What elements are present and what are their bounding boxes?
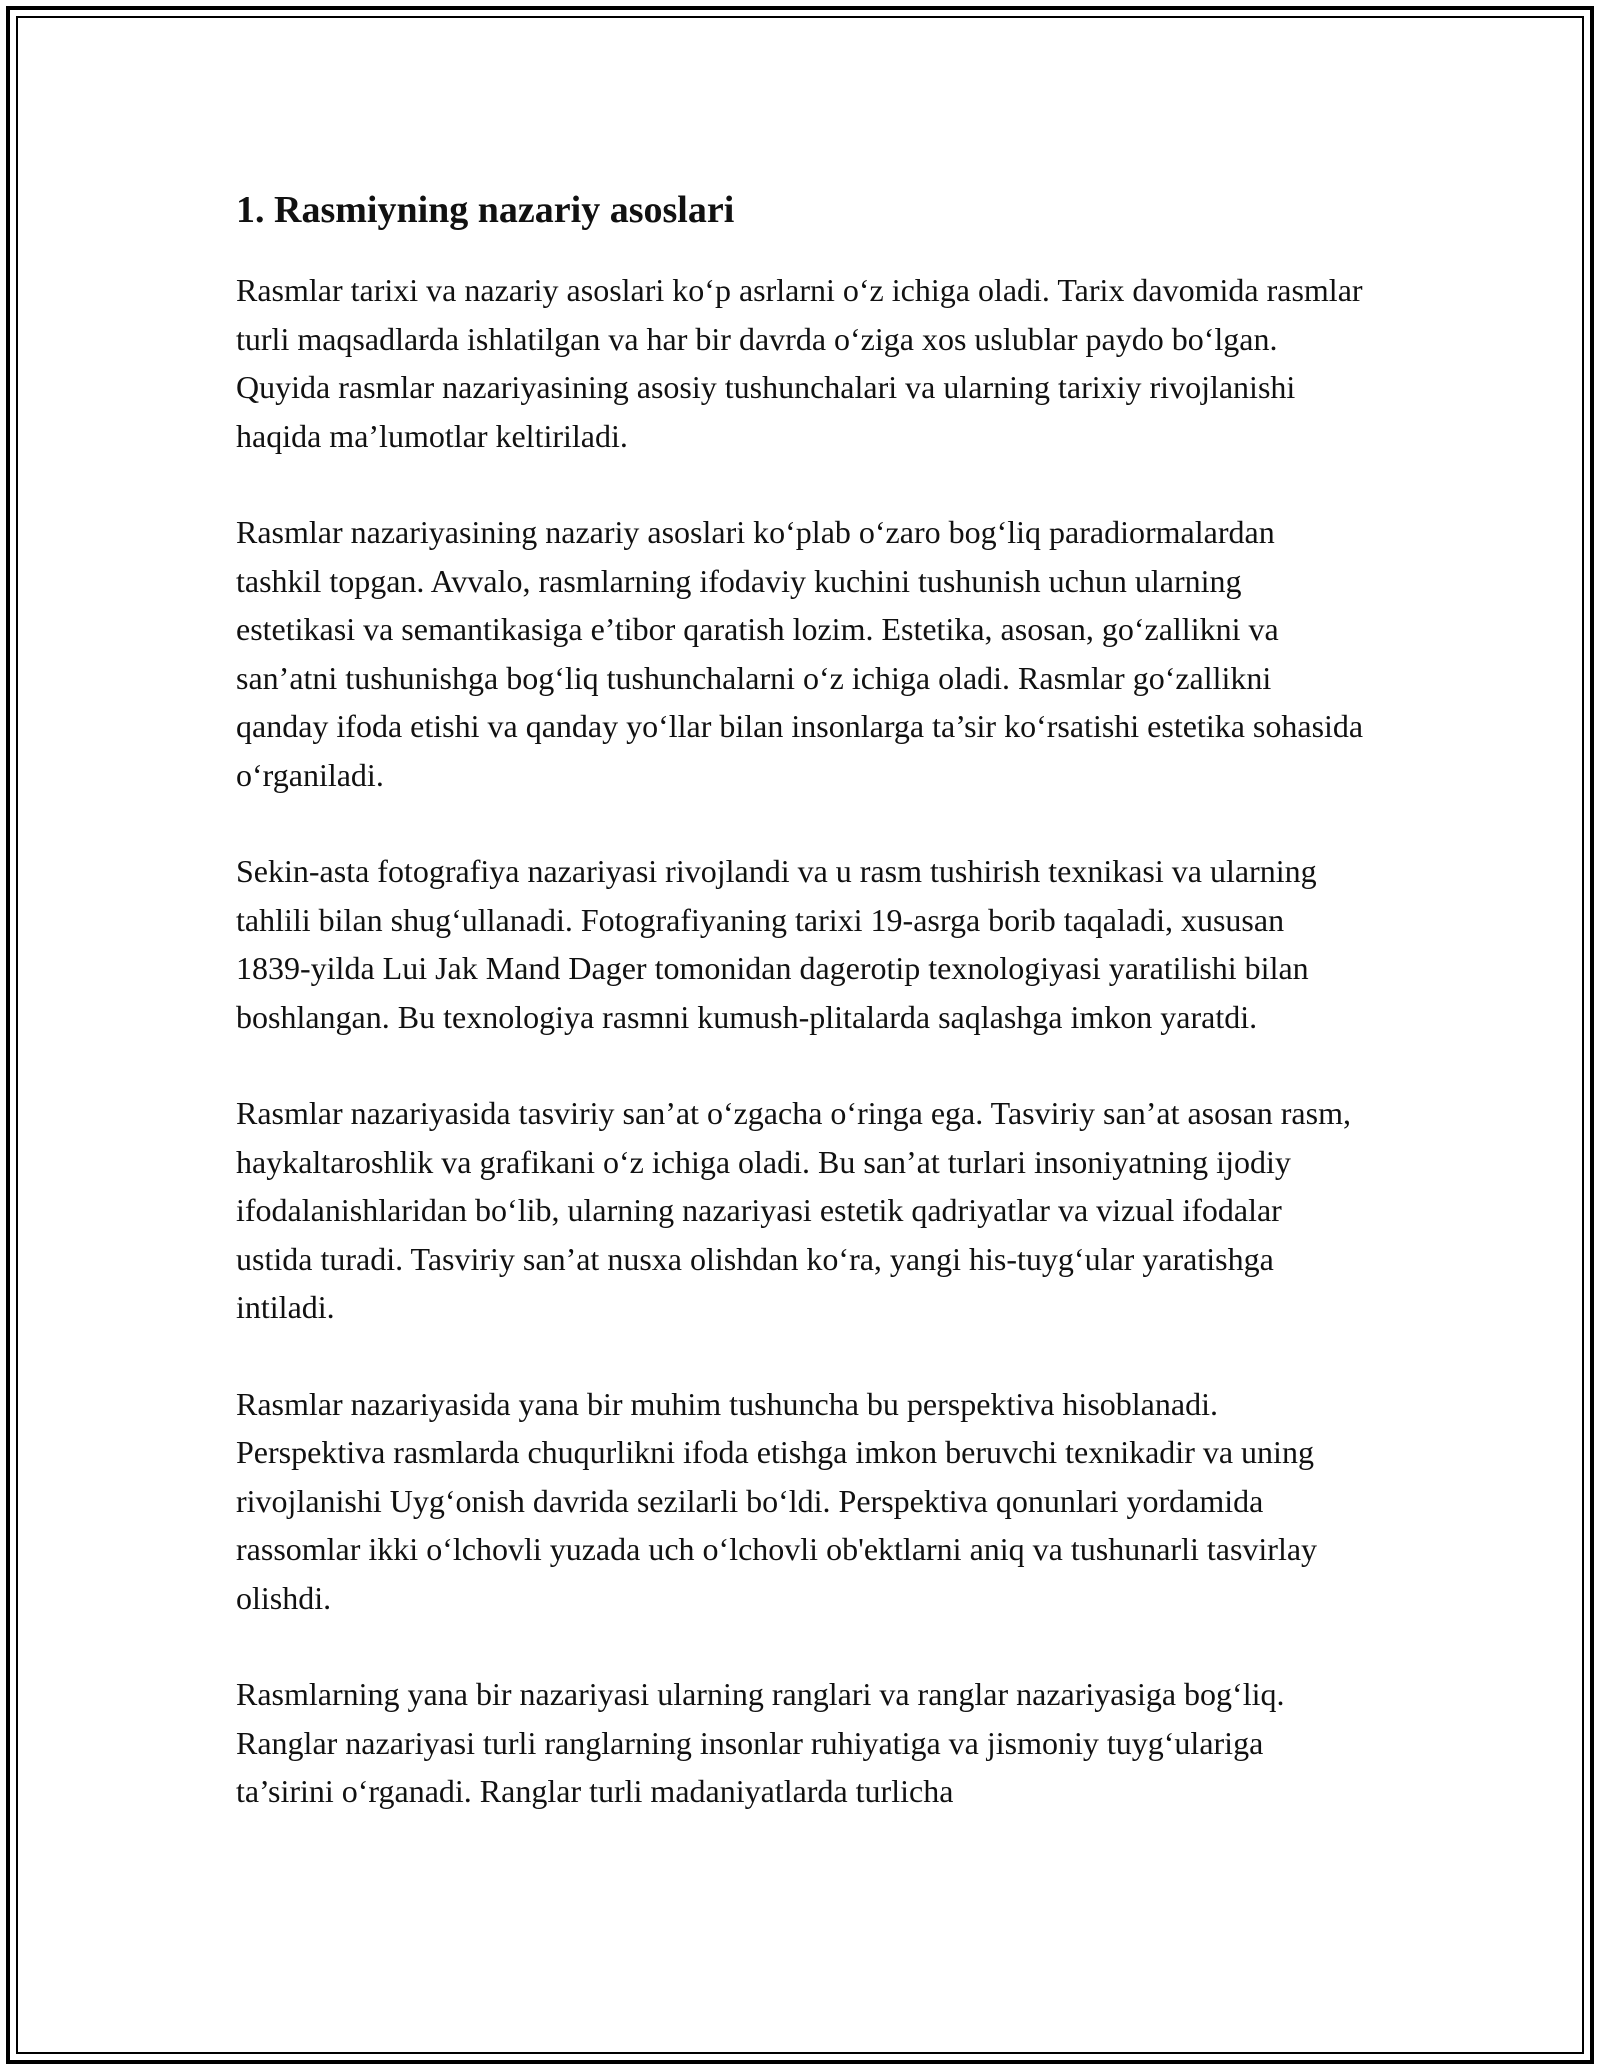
document-body [236,186,1366,1864]
paragraph: Sekin-asta fotografiya nazariyasi rivojlandi va u rasm tushirish texnikasi va ularning tahlili bilan shug‘ullanadi. Fotografiyaning tarixi 19-asrga borib taqaladi, xususan 1839-yilda Lui Jak Mand Dager tomonidan dagerotip texnologiyasi yaratilishi bilan boshlangan. Bu texnologiya rasmni kumush-plitalarda saqlashga imkon yaratdi. [236,853,1317,1035]
paragraph: Rasmlar nazariyasida tasviriy san’at o‘zgacha o‘ringa ega. Tasviriy san’at asosan rasm, haykaltaroshlik va grafikani o‘z ichiga oladi. Bu san’at turlari insoniyatning ijodiy ifodalanishlaridan bo‘lib, ularning nazariyasi estetik qadriyatlar va vizual ifodalar ustida turadi. Tasviriy san’at nusxa olishdan ko‘ra, yangi his-tuyg‘ular yaratishga intiladi. [236,1095,1351,1325]
paragraph: Rasmlar nazariyasida yana bir muhim tushuncha bu perspektiva hisoblanadi. Perspektiva rasmlarda chuqurlikni ifoda etishga imkon beruvchi texnikadir va uning rivojlanishi Uyg‘onish davrida sezilarli bo‘ldi. Perspektiva qonunlari yordamida rassomlar ikki o‘lchovli yuzada uch o‘lchovli ob'ektlarni aniq va tushunarli tasvirlay olishdi. [236,1385,1318,1616]
paragraph: Rasmlarning yana bir nazariyasi ularning ranglari va ranglar nazariyasiga bog‘liq. Ranglar nazariyasi turli ranglarning insonlar ruhiyatiga va jismoniy tuyg‘ulariga ta’sirini o‘rganadi. Ranglar turli madaniyatlarda turlicha [236,1676,1285,1809]
paragraph: Rasmlar tarixi va nazariy asoslari ko‘p asrlarni o‘z ichiga oladi. Tarix davomida rasmlar turli maqsadlarda ishlatilgan va har bir davrda o‘ziga xos uslublar paydo bo‘lgan. Quyida rasmlar nazariyasining asosiy tushunchalari va ularning tarixiy rivojlanishi haqida ma’lumotlar keltiriladi. [236,272,1363,454]
paragraph: Rasmlar nazariyasining nazariy asoslari ko‘plab o‘zaro bog‘liq paradiormalardan tashkil topgan. Avvalo, rasmlarning ifodaviy kuchini tushunish uchun ularning estetikasi va semantikasiga e’tibor qaratish lozim. Estetika, asosan, go‘zallikni va san’atni tushunishga bog‘liq tushunchalarni o‘z ichiga oladi. Rasmlar go‘zallikni qanday ifoda etishi va qanday yo‘llar bilan insonlarga ta’sir ko‘rsatishi estetika sohasida o‘rganiladi. [236,514,1364,793]
section-heading: 1. Rasmiyning nazariy asoslari [236,189,735,231]
